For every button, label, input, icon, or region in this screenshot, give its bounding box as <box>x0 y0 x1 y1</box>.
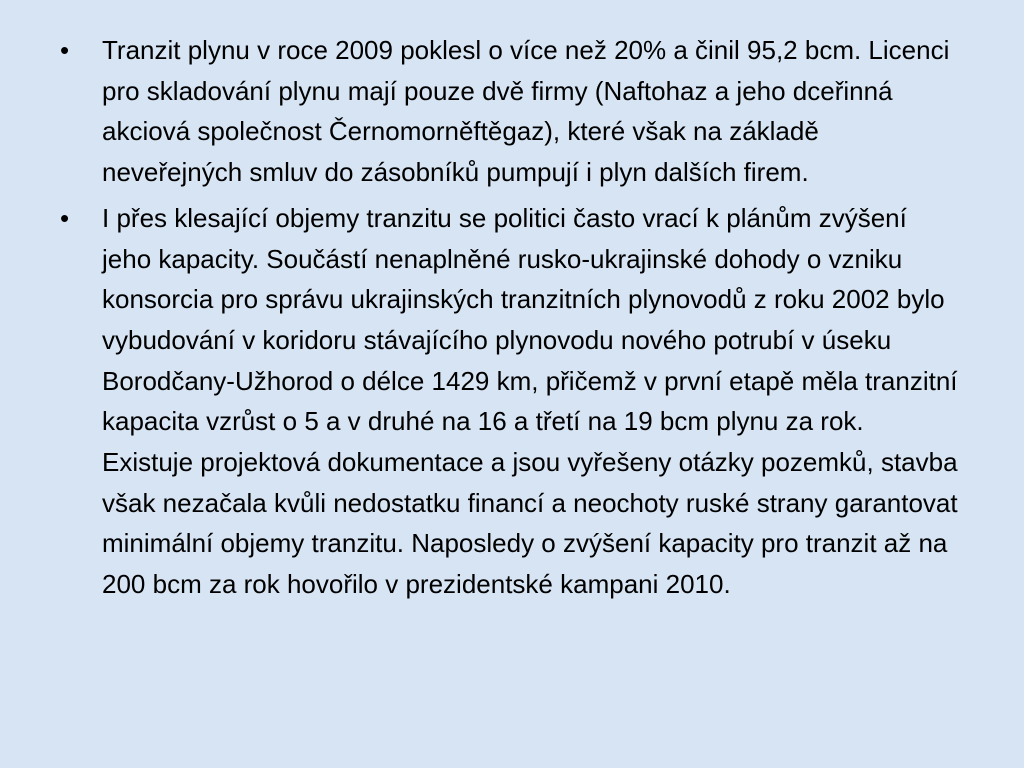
bullet-text-1: Tranzit plynu v roce 2009 poklesl o více než 20% a činil 95,2 bcm. Licenci pro skladování plynu mají pouze dvě firmy (Naftohaz a jeho dceřinná akciová společnost Černomorněftěgaz), které však na základě neveřejných smluv do zásobníků pumpují i plyn dalších firem. <box>102 35 950 188</box>
bullet-text-2: I přes klesající objemy tranzitu se politici často vrací k plánům zvýšení jeho kapacity. Součástí nenaplněné rusko-ukrajinské dohody o vzniku konsorcia pro správu ukrajinských tranzitních plynovodů z roku 2002 bylo vybudování v koridoru stávajícího plynovodu nového potrubí v úseku Borodčany-Užhorod o délce 1429 km, přičemž v první etapě měla tranzitní kapacita vzrůst o 5 a v druhé na 16 a třetí na 19 bcm plynu za rok. Existuje projektová dokumentace a jsou vyřešeny otázky pozemků, stavba však nezačala kvůli nedostatku financí a neochoty ruské strany garantovat minimální objemy tranzitu. Naposledy o zvýšení kapacity pro tranzit až na 200 bcm za rok hovořilo v prezidentské kampani 2010. <box>102 202 958 600</box>
bullet-marker-2: • <box>60 202 70 233</box>
bullet-item-1 <box>60 30 960 193</box>
bullet-item-2 <box>60 198 960 605</box>
bullet-marker-1: • <box>60 35 70 65</box>
bullet-list <box>60 30 960 610</box>
